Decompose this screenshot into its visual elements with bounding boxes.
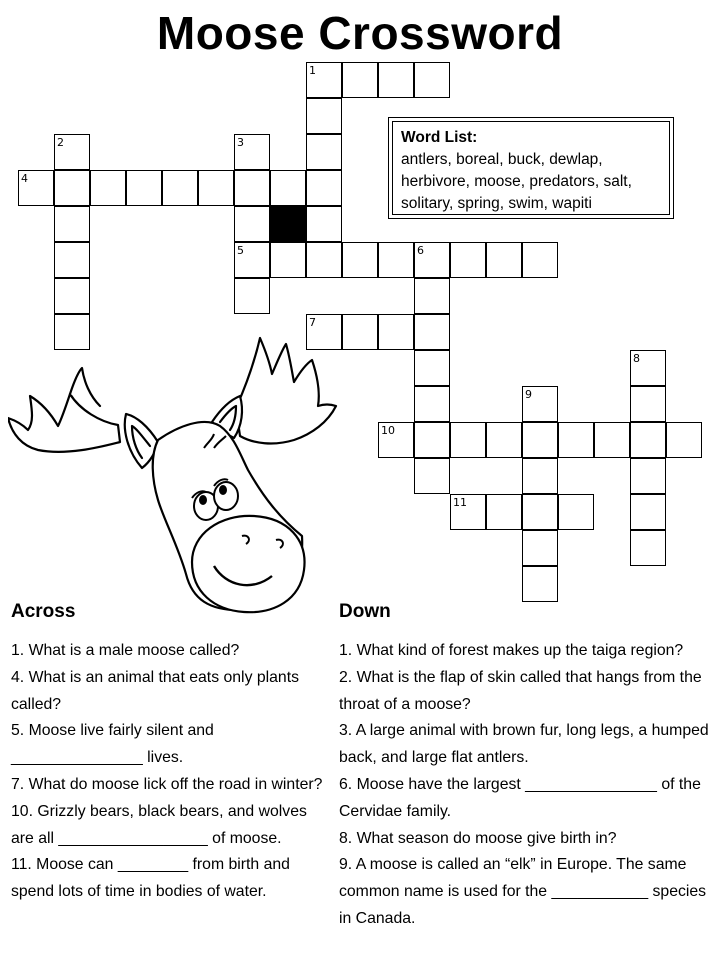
down-clue: 6. Moose have the largest _______________ of the Cervidae family. (339, 775, 701, 820)
clue-number: 6 (417, 244, 424, 257)
right-antler (236, 338, 336, 443)
left-antler (8, 394, 120, 452)
grid-cell[interactable] (342, 314, 378, 350)
grid-cell[interactable] (414, 314, 450, 350)
grid-cell[interactable] (414, 278, 450, 314)
grid-cell[interactable] (522, 530, 558, 566)
grid-cell[interactable] (522, 566, 558, 602)
down-clue: 8. What season do moose give birth in? (339, 829, 617, 847)
grid-cell[interactable] (126, 170, 162, 206)
grid-cell[interactable] (558, 422, 594, 458)
clue-number: 9 (525, 388, 532, 401)
clue-number: 1 (309, 64, 316, 77)
clue-number: 7 (309, 316, 316, 329)
across-heading: Across (11, 601, 76, 622)
grid-cell[interactable] (270, 242, 306, 278)
grid-cell[interactable] (630, 494, 666, 530)
grid-cell[interactable] (558, 494, 594, 530)
clue-number: 4 (21, 172, 28, 185)
down-clue: 9. A moose is called an “elk” in Europe. The same common name is used for the ___________ species in Canada. (339, 856, 707, 927)
clue-number: 8 (633, 352, 640, 365)
down-clue: 2. What is the flap of skin called that hangs from the throat of a moose? (339, 668, 702, 713)
grid-cell[interactable] (90, 170, 126, 206)
grid-cell[interactable] (54, 242, 90, 278)
across-clue: 7. What do moose lick off the road in winter? (11, 775, 323, 793)
grid-cell[interactable] (414, 386, 450, 422)
clue-number: 2 (57, 136, 64, 149)
grid-cell[interactable] (486, 422, 522, 458)
grid-cell[interactable] (414, 422, 450, 458)
grid-cell[interactable] (666, 422, 702, 458)
grid-cell[interactable] (54, 170, 90, 206)
grid-cell[interactable] (342, 62, 378, 98)
grid-cell[interactable] (234, 278, 270, 314)
across-clues (11, 598, 327, 906)
grid-cell[interactable] (414, 458, 450, 494)
moose-head-drawing (8, 330, 338, 620)
clue-number: 11 (453, 496, 467, 509)
grid-cell[interactable] (54, 206, 90, 242)
grid-cell[interactable] (306, 134, 342, 170)
grid-cell[interactable] (522, 242, 558, 278)
grid-cell[interactable] (54, 278, 90, 314)
grid-cell[interactable] (414, 62, 450, 98)
grid-cell[interactable] (594, 422, 630, 458)
grid-cell[interactable] (198, 170, 234, 206)
across-clue: 5. Moose live fairly silent and _______________ lives. (11, 722, 214, 767)
grid-cell[interactable] (378, 314, 414, 350)
grid-cell[interactable] (306, 206, 342, 242)
word-list-box (388, 117, 674, 219)
across-clue: 4. What is an animal that eats only plants called? (11, 668, 300, 713)
grid-cell[interactable] (522, 422, 558, 458)
grid-cell[interactable] (378, 242, 414, 278)
grid-cell[interactable] (162, 170, 198, 206)
word-list-title: Word List: (401, 129, 478, 146)
grid-cell[interactable] (378, 62, 414, 98)
grid-cell[interactable] (450, 422, 486, 458)
grid-cell[interactable] (306, 242, 342, 278)
clue-number: 5 (237, 244, 244, 257)
grid-cell[interactable] (306, 98, 342, 134)
grid-cell[interactable] (486, 494, 522, 530)
grid-cell[interactable] (486, 242, 522, 278)
grid-cell[interactable] (342, 242, 378, 278)
down-heading: Down (339, 601, 391, 622)
grid-cell[interactable] (234, 170, 270, 206)
word-list-words: antlers, boreal, buck, dewlap, herbivore, moose, predators, salt, solitary, spring, swim, wapiti (401, 151, 632, 212)
grid-cell[interactable] (450, 242, 486, 278)
grid-cell[interactable] (522, 494, 558, 530)
grid-cell[interactable] (630, 530, 666, 566)
across-clue: 1. What is a male moose called? (11, 642, 240, 659)
across-clue: 10. Grizzly bears, black bears, and wolves are all _________________ of moose. (11, 802, 307, 847)
down-clue: 1. What kind of forest makes up the taiga region? (339, 642, 684, 659)
grid-cell[interactable] (270, 170, 306, 206)
grid-cell[interactable] (630, 458, 666, 494)
down-clues (339, 598, 711, 933)
across-clue: 11. Moose can ________ from birth and spend lots of time in bodies of water. (11, 856, 290, 901)
clue-number: 3 (237, 136, 244, 149)
down-clue: 3. A large animal with brown fur, long legs, a humped back, and large flat antlers. (339, 722, 709, 767)
grid-cell[interactable] (630, 422, 666, 458)
clue-number: 10 (381, 424, 395, 437)
page-title: Moose Crossword (156, 7, 564, 59)
grid-cell[interactable] (414, 350, 450, 386)
grid-cell[interactable] (522, 458, 558, 494)
grid-cell[interactable] (630, 386, 666, 422)
grid-black-cell (270, 206, 306, 242)
grid-cell[interactable] (234, 206, 270, 242)
grid-cell[interactable] (306, 170, 342, 206)
